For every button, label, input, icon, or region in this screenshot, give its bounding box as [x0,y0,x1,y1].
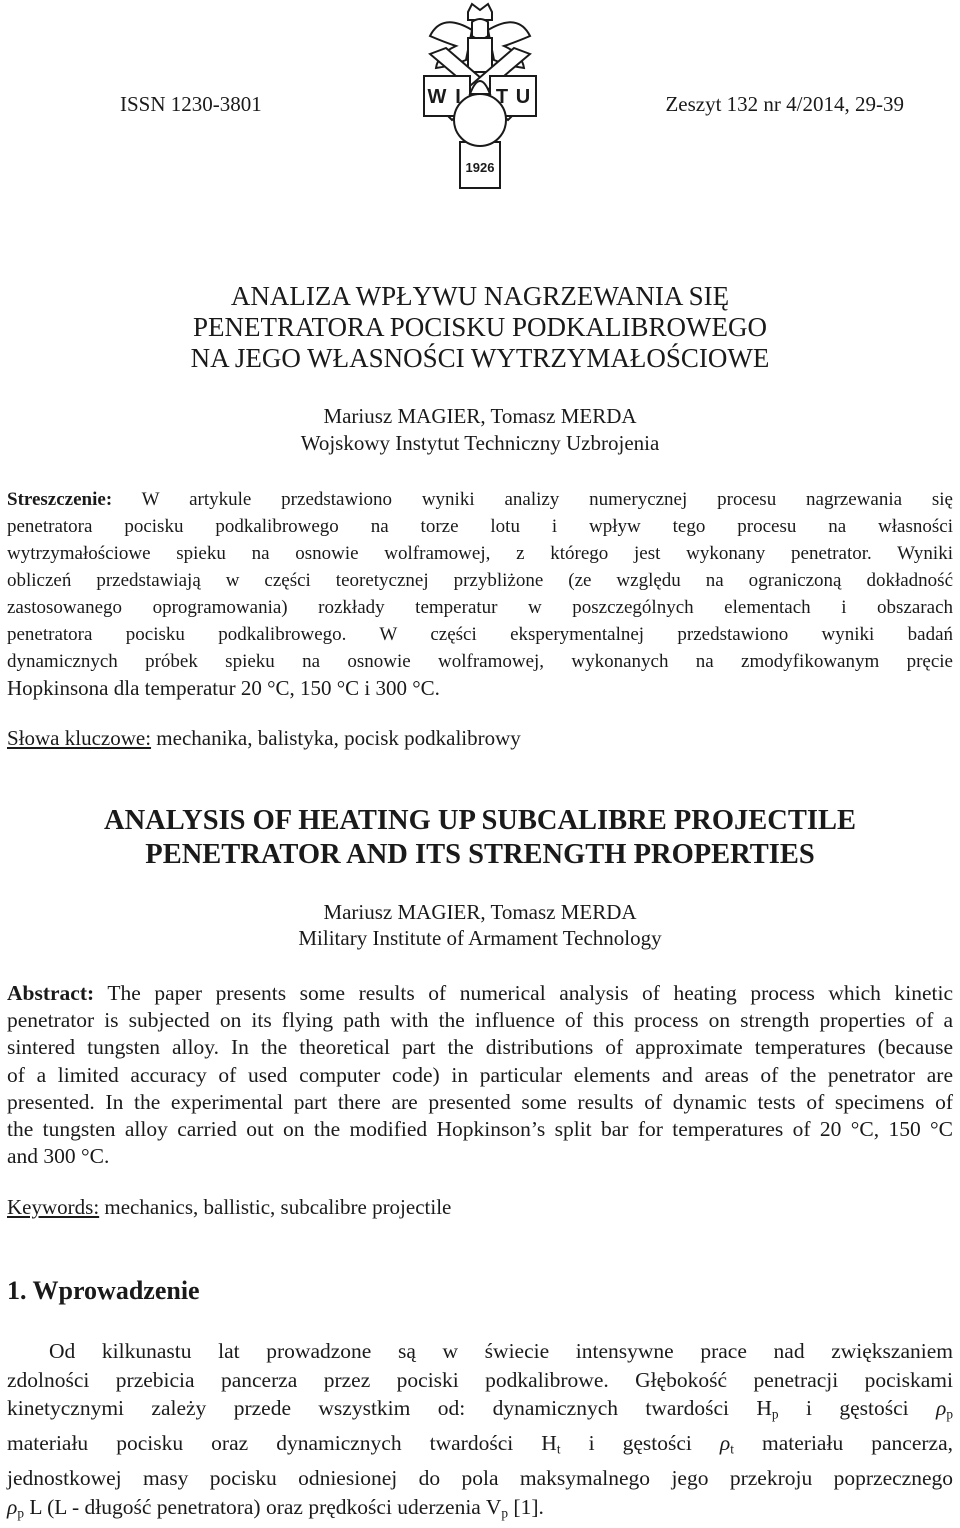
keywords-pl-label: Słowa kluczowe: [7,726,152,750]
affiliation-en: Military Institute of Armament Technology [298,926,662,950]
body-text: materiału pancerza, [733,1431,953,1456]
abstract-en-line: of a limited accuracy of used computer code) in particular elements and areas of the penetrator are [7,1062,953,1087]
abstract-pl-line: dynamicznych próbek spieku na osnowie wolframowej, wykonanych na zmodyfikowanym pręcie [7,651,953,672]
subscript: p [771,1406,779,1422]
keywords-pl [7,726,521,751]
abstract-en-line: penetrator is subjected on its flying path with the influence of this process on strength properties of a [7,1008,953,1033]
abstract-pl-line: W artykule przedstawiono wyniki analizy numerycznej procesu nagrzewania się [112,489,953,510]
abstract-pl-label: Streszczenie: [7,489,113,510]
body-text: L (L - długość penetratora) oraz prędkości uderzenia V [24,1494,502,1519]
abstract-en-label: Abstract: [7,981,95,1005]
title-pl [0,281,960,374]
body-text: materiału pocisku oraz dynamicznych twardości H [7,1431,557,1456]
keywords-pl-text: mechanika, balistyka, pocisk podkalibrowy [151,726,521,750]
witu-eagle-logo [422,2,538,200]
keywords-en-text: mechanics, ballistic, subcalibre projectile [99,1195,452,1219]
abstract-pl [7,486,953,702]
abstract-pl-line: wytrzymałościowe spieku na osnowie wolframowej, z którego jest wykonany penetrator. Wyniki [7,543,953,564]
keywords-en-label: Keywords: [7,1195,100,1219]
rho-symbol: ρ [719,1431,731,1456]
title-pl-line: NA JEGO WŁASNOŚCI WYTRZYMAŁOŚCIOWE [190,343,770,373]
abstract-en-line: and 300 °C. [7,1144,110,1169]
title-en-line: ANALYSIS OF HEATING UP SUBCALIBRE PROJECTILE [104,805,856,836]
body-text: i gęstości [560,1431,720,1456]
section-1-title: 1. Wprowadzenie [7,1276,200,1305]
body-line: jednostkowej masy pocisku odniesionej do pola maksymalnego jego przekroju poprzecznego [7,1466,953,1491]
journal-issn: ISSN 1230-3801 [120,92,262,116]
affiliation-pl: Wojskowy Instytut Techniczny Uzbrojenia [300,431,660,455]
section-1-body [7,1337,953,1528]
authors-pl: Mariusz MAGIER, Tomasz MERDA [323,404,637,428]
body-line: Od kilkunastu lat prowadzone są w świecie intensywne prace nad zwiększaniem [49,1339,953,1363]
body-line [7,1394,953,1429]
logo-letter-i: I [455,86,461,108]
keywords-en [7,1195,451,1220]
subscript: p [17,1504,24,1520]
rho-symbol: ρ [7,1494,18,1519]
journal-issue: Zeszyt 132 nr 4/2014, 29-39 [665,92,904,116]
title-pl-line: ANALIZA WPŁYWU NAGRZEWANIA SIĘ [230,281,730,311]
abstract-en-line: sintered tungsten alloy. In the theoretical part the distributions of approximate temperatures (because [7,1035,953,1060]
abstract-en-line: The paper presents some results of numerical analysis of heating process which kinetic [94,981,953,1005]
authors-en: Mariusz MAGIER, Tomasz MERDA [323,900,637,924]
logo-year: 1926 [465,160,495,175]
subscript: t [556,1441,561,1457]
title-pl-line: PENETRATORA POCISKU PODKALIBROWEGO [192,312,768,342]
title-en [0,804,960,872]
body-text: kinetycznymi zależy przede wszystkim od: dynamicznych twardości H [7,1396,772,1421]
body-line [7,1493,953,1528]
section-heading [7,1276,200,1306]
body-line [7,1429,953,1464]
abstract-pl-line: Hopkinsona dla temperatur 20 °C, 150 °C i 300 °C. [7,676,440,700]
abstract-pl-line: penetratora pocisku podkalibrowego na torze lotu i wpływ tego procesu na własności [7,516,953,537]
title-en-line: PENETRATOR AND ITS STRENGTH PROPERTIES [145,839,815,870]
abstract-pl-line: obliczeń przedstawiają w części teoretycznej przybliżone (ze względu na ograniczoną dokładność [7,570,953,591]
body-text: i gęstości [778,1396,936,1421]
subscript: t [730,1441,734,1457]
abstract-en [7,980,953,1170]
rho-symbol: ρ [935,1396,947,1421]
abstract-pl-line: zastosowanego oprogramowania) rozkłady temperatur w poszczególnych elementach i obszarach [7,597,953,618]
subscript: p [501,1504,509,1520]
body-line: zdolności przebicia pancerza przez pociski podkalibrowe. Głębokość penetracji pociskami [7,1367,953,1392]
body-text: [1]. [508,1494,544,1519]
abstract-en-line: presented. In the experimental part there are presented some results of dynamic tests of specimens of [7,1089,953,1114]
abstract-pl-line: penetratora pocisku podkalibrowego. W części eksperymentalnej przedstawiono wyniki badań [7,624,953,645]
logo-letter-t: T [495,86,509,108]
logo-letter-u: U [515,86,531,108]
logo-letter-w: W [427,86,447,108]
subscript: p [946,1406,953,1422]
abstract-en-line: the tungsten alloy carried out on the modified Hopkinson’s split bar for temperatures of 20 °C, 150 °C [7,1117,953,1142]
